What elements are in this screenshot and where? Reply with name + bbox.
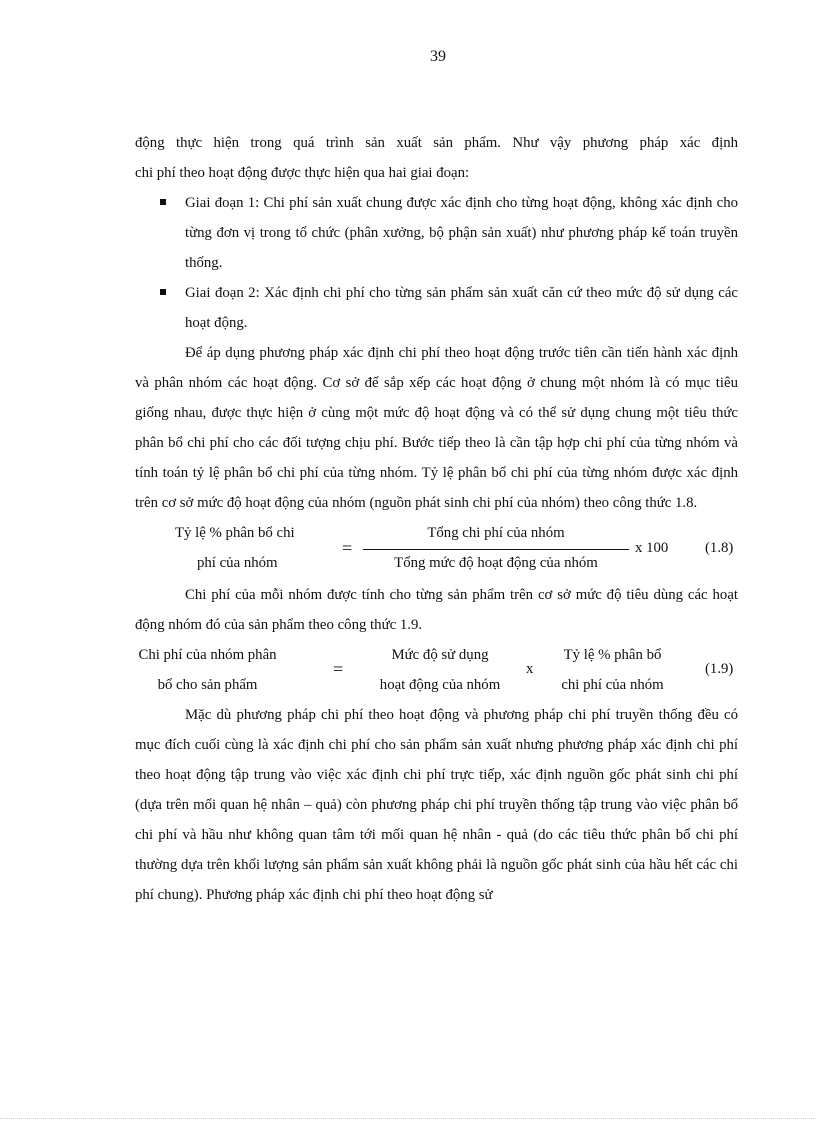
formula-lhs-line-1: Tỷ lệ % phân bổ chi [175, 525, 295, 541]
formula-denominator: Tổng mức độ hoạt động của nhóm [394, 555, 598, 571]
formula-multiplier: x 100 [635, 540, 669, 556]
list-item [135, 278, 738, 338]
formula-term-1 [125, 640, 290, 700]
formula-numerator: Tổng chi phí của nhóm [427, 525, 565, 541]
formula-term-3 [545, 640, 680, 700]
intro-line-1: động thực hiện trong quá trình sản xuất sản phẩm. Như vậy phương pháp xác định [135, 135, 738, 151]
bullet-text: Giai đoạn 2: Xác định chi phí cho từng sản phẩm sản xuất căn cứ theo mức độ sử dụng các hoạt động. [185, 285, 738, 331]
bullet-square-icon [160, 199, 166, 205]
intro-line-2: chi phí theo hoạt động được thực hiện qua hai giai đoạn: [135, 165, 470, 181]
formula-tag: (1.9) [705, 661, 734, 677]
list-item [135, 188, 738, 278]
bullet-square-icon [160, 289, 166, 295]
page-content [135, 128, 738, 910]
paragraph: Chi phí của mỗi nhóm được tính cho từng sản phẩm trên cơ sở mức độ tiêu dùng các hoạt động nhóm đó của sản phẩm theo công thức 1.9. [135, 587, 738, 633]
formula-term-2-line-2: hoạt động của nhóm [379, 677, 501, 693]
formula-tag: (1.8) [705, 540, 734, 556]
formula-term-2 [355, 640, 525, 700]
equals-sign: = [342, 538, 353, 558]
formula-term-1-line-2: bổ cho sản phẩm [157, 677, 258, 693]
formula-term-2-line-1: Mức độ sử dụng [391, 647, 489, 663]
bullet-text: Giai đoạn 1: Chi phí sản xuất chung được xác định cho từng hoạt động, không xác định cho từng đơn vị trong tổ chức (phân xưởng, bộ phận sản xuất) như phương pháp kế toán truyền thống. [185, 195, 738, 271]
formula-1-8 [135, 518, 738, 580]
paragraph: Mặc dù phương pháp chi phí theo hoạt động và phương pháp chi phí truyền thống đều có mục đích cuối cùng là xác định chi phí cho sản phẩm sản xuất nhưng phương pháp xác định chi phí theo hoạt động tập trung vào việc xác định chi phí trực tiếp, xác định nguồn gốc phát sinh chi phí (dựa trên mối quan hệ nhân – quả) còn phương pháp chi phí truyền thống tập trung vào việc phân bổ chi phí và hầu như không quan tâm tới mối quan hệ nhân - quả (do các tiêu thức phân bổ chi phí thường dựa trên khối lượng sản phẩm sản xuất không phải là nguồn gốc phát sinh của hầu hết các chi phí chung). Phương pháp xác định chi phí theo hoạt động sử [135, 707, 738, 903]
equals-sign: = [333, 659, 344, 679]
formula-1-9 [135, 640, 738, 700]
formula-term-3-line-1: Tỷ lệ % phân bổ [563, 647, 662, 663]
page-number: 39 [430, 48, 446, 65]
paragraph: Để áp dụng phương pháp xác định chi phí theo hoạt động trước tiên cần tiến hành xác định và phân nhóm các hoạt động. Cơ sở để sắp xếp các hoạt động ở chung một nhóm là có mục tiêu giống nhau, được thực hiện ở cùng một mức độ hoạt động và có thể sử dụng chung một tiêu thức phân bổ chi phí cho các đối tượng chịu phí. Bước tiếp theo là cần tập hợp chi phí của từng nhóm và tính toán tỷ lệ phân bổ chi phí của từng nhóm. Tỷ lệ phân bổ chi phí của từng nhóm được xác định trên cơ sở mức độ hoạt động của nhóm (nguồn phát sinh chi phí của nhóm) theo công thức 1.8. [135, 345, 738, 511]
formula-term-1-line-1: Chi phí của nhóm phân [138, 647, 277, 663]
formula-lhs-line-2: phí của nhóm [197, 555, 278, 571]
page-bottom-divider [0, 1118, 816, 1119]
times-sign: x [526, 661, 534, 677]
stage-list [135, 188, 738, 338]
formula-term-3-line-2: chi phí của nhóm [561, 677, 664, 693]
